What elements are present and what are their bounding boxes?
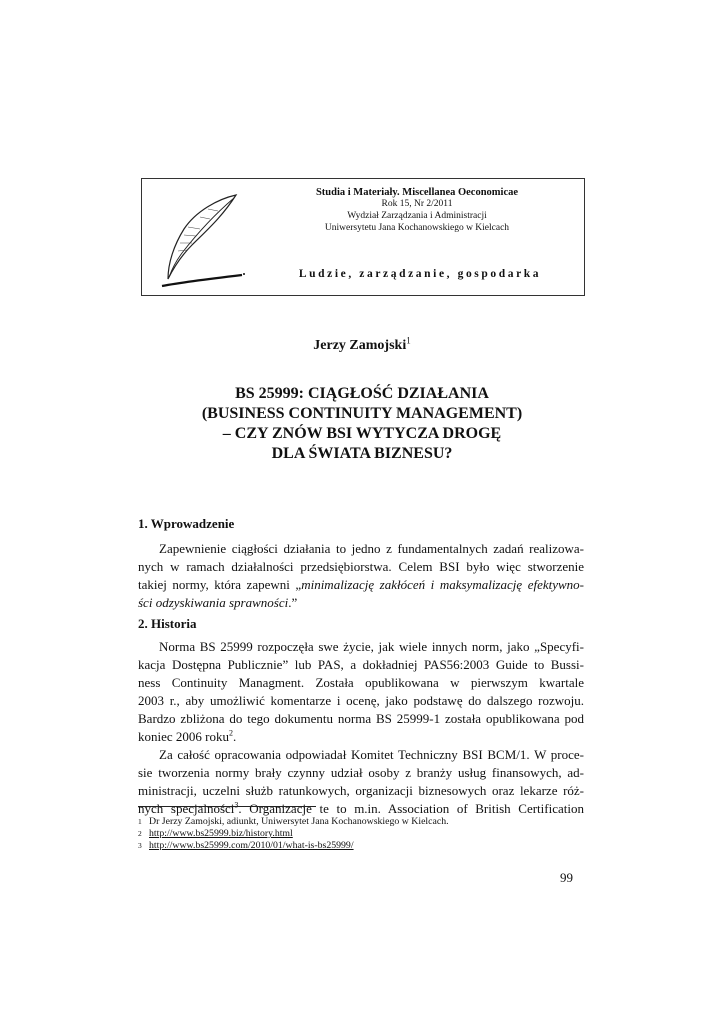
text-run: koniec 2006 roku: [138, 729, 229, 744]
text-line: Bardzo zbliżona do tego dokumentu norma BS 25999-1 została opublikowana pod: [138, 711, 584, 726]
quill-pen-icon: [148, 189, 248, 289]
quote-text: minimalizację zakłóceń i maksymalizację efektywno-: [301, 577, 584, 592]
series-title: Ludzie, zarządzanie, gospodarka: [298, 268, 542, 280]
footnote-2: [138, 828, 293, 839]
footnote-number: 2: [138, 829, 142, 838]
quote-text: ści odzyskiwania sprawności: [138, 595, 289, 610]
text-run: . Organizacje te to m.in. Association of British Certification: [238, 801, 584, 816]
paragraph-introduction: [138, 540, 584, 612]
footnote-divider: [138, 806, 316, 807]
text-run: .: [232, 729, 237, 744]
text-line: [138, 576, 584, 594]
footnote-ref-1: 1: [406, 335, 411, 346]
author-name: [0, 335, 724, 354]
text-line: kacja Dostępna Publicznie” lub PAS, a dokładniej PAS56:2003 Guide to Bussi-: [138, 657, 584, 672]
title-line: (BUSINESS CONTINUITY MANAGEMENT): [201, 405, 523, 422]
paragraph-history-1: [138, 638, 584, 746]
paragraph-history-2: [138, 746, 584, 818]
page-number: 99: [560, 870, 573, 885]
faculty-name: Wydział Zarządzania i Administracji: [347, 211, 487, 221]
footnote-number: 1: [138, 817, 142, 826]
text-line: sie tworzenia normy brały czynny udział osoby z branży usług finansowych, ad-: [138, 765, 584, 780]
journal-title: Studia i Materiały. Miscellanea Oeconomicae: [315, 187, 519, 198]
text-line: [138, 594, 584, 612]
footnote-link[interactable]: http://www.bs25999.biz/history.html: [149, 828, 293, 839]
title-line: – CZY ZNÓW BSI WYTYCZA DROGĘ: [222, 425, 502, 442]
text-line: [138, 728, 584, 746]
title-line: BS 25999: CIĄGŁOŚĆ DZIAŁANIA: [235, 385, 489, 402]
section-heading-history: 2. Historia: [138, 616, 197, 631]
section-heading-introduction: 1. Wprowadzenie: [138, 516, 235, 531]
footnote-ref-2: 2: [228, 728, 233, 738]
footnote-3: [138, 840, 354, 851]
text-run: nych specjalności: [138, 801, 235, 816]
footnote-link[interactable]: http://www.bs25999.com/2010/01/what-is-bs25999/: [149, 840, 354, 851]
text-line: ness Continuity Managment. Została opublikowana w pierwszym kwartale: [138, 675, 584, 690]
text-line: Za całość opracowania odpowiadał Komitet Techniczny BSI BCM/1. W proce-: [159, 747, 584, 762]
footnote-text: Dr Jerzy Zamojski, adiunkt, Uniwersytet Jana Kochanowskiego w Kielcach.: [149, 816, 449, 827]
text-run: .”: [288, 595, 298, 610]
text-line: 2003 r., aby umożliwić komentarze i ocenę, jako podstawę do dalszego rozwoju.: [138, 693, 584, 708]
article-title: [0, 384, 724, 464]
text-line: Norma BS 25999 rozpoczęła swe życie, jak wiele innych norm, jako „Specyfi-: [159, 639, 584, 654]
text-line: nych w ramach działalności przedsiębiorstwa. Celem BSI było więc stworzenie: [138, 559, 584, 574]
author-name-text: Jerzy Zamojski: [313, 338, 407, 353]
text-line: ministracji, uczelni służb ratunkowych, organizacji biznesowych oraz lekarze róż-: [138, 783, 584, 798]
text-line: Zapewnienie ciągłości działania to jedno z fundamentalnych zadań realizowa-: [159, 541, 584, 556]
footnote-ref-3: 3: [234, 800, 239, 810]
university-name: Uniwersytetu Jana Kochanowskiego w Kielcach: [324, 223, 510, 233]
text-run: takiej normy, która zapewni „: [138, 577, 302, 592]
title-line: DLA ŚWIATA BIZNESU?: [271, 445, 453, 462]
footnote-number: 3: [138, 841, 142, 850]
journal-issue: Rok 15, Nr 2/2011: [381, 199, 453, 209]
footnote-1: [138, 816, 449, 827]
journal-header-box: [141, 178, 585, 296]
